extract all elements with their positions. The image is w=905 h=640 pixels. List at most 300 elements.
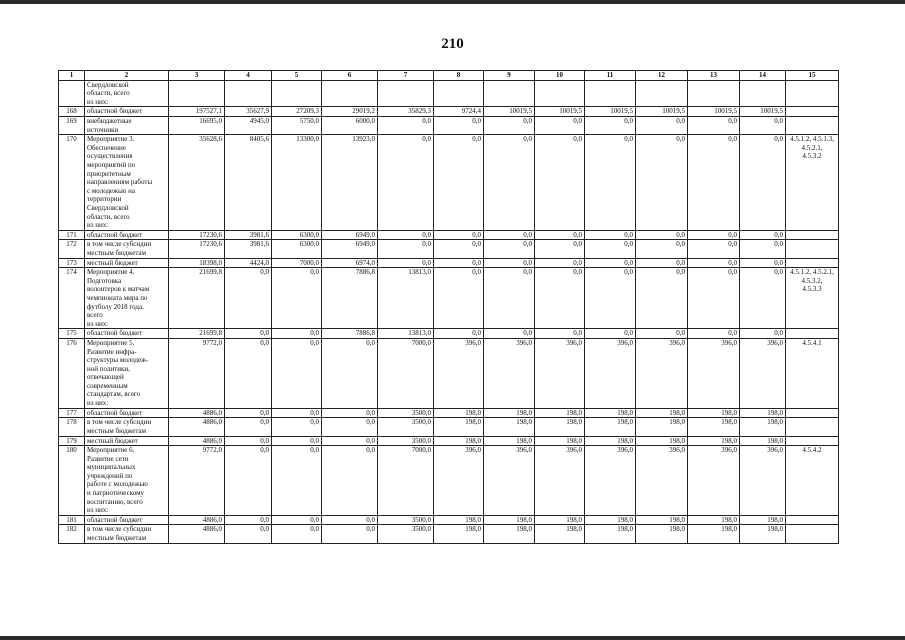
row-description (85, 135, 169, 231)
target-indicator-codes (786, 338, 839, 408)
value-cell: 198,0 (434, 525, 484, 543)
value-cell: 0,0 (636, 329, 688, 339)
value-cell: 6300,0 (272, 240, 322, 258)
value-cell: 0,0 (484, 268, 535, 329)
value-cell: 198,0 (636, 418, 688, 436)
value-cell (225, 80, 272, 107)
value-cell: 198,0 (740, 525, 786, 543)
target-indicator-codes (786, 230, 839, 240)
value-cell: 0,0 (434, 268, 484, 329)
value-cell: 5750,0 (272, 116, 322, 134)
value-cell: 0,0 (688, 329, 740, 339)
description-line: из них: (87, 221, 109, 230)
description-line: из них: (87, 399, 109, 408)
description-line: в том числе субсидии (87, 525, 152, 534)
description-line: Обеспечение (87, 143, 126, 152)
value-cell: 0,0 (585, 135, 636, 231)
description-line: областной бюджет (87, 408, 143, 417)
description-line: Мероприятие 4. (87, 268, 135, 277)
target-indicator-codes (786, 408, 839, 418)
row-number: 171 (59, 230, 85, 240)
value-cell: 0,0 (484, 258, 535, 268)
target-indicator-codes (786, 258, 839, 268)
value-cell: 396,0 (484, 446, 535, 516)
description-line: направлениям работы (87, 178, 153, 187)
code-line: 4.5.1.2, 4.5.2.1, (790, 268, 834, 277)
value-cell: 9772,0 (169, 446, 225, 516)
value-cell: 0,0 (225, 408, 272, 418)
table-row (59, 418, 839, 436)
value-cell (740, 80, 786, 107)
value-cell: 396,0 (484, 338, 535, 408)
column-header: 2 (85, 71, 169, 81)
value-cell: 198,0 (535, 525, 585, 543)
description-line: Мероприятие 3. (87, 135, 135, 144)
value-cell: 198,0 (688, 408, 740, 418)
description-line: области, всего (87, 212, 130, 221)
target-indicator-codes (786, 329, 839, 339)
row-description (85, 446, 169, 516)
description-line: из них: (87, 319, 109, 328)
value-cell: 198,0 (688, 436, 740, 446)
description-line: воспитанию, всего (87, 497, 143, 506)
value-cell: 0,0 (272, 329, 322, 339)
row-number: 182 (59, 525, 85, 543)
value-cell: 0,0 (535, 230, 585, 240)
value-cell (535, 80, 585, 107)
value-cell: 13813,0 (378, 268, 434, 329)
value-cell: 6000,0 (322, 116, 378, 134)
table-row (59, 329, 839, 339)
value-cell: 198,0 (484, 418, 535, 436)
value-cell: 4886,0 (169, 515, 225, 525)
value-cell: 0,0 (378, 230, 434, 240)
table-row (59, 515, 839, 525)
value-cell: 0,0 (585, 329, 636, 339)
description-line: Свердловской (87, 80, 129, 89)
value-cell: 6949,0 (322, 240, 378, 258)
table-row (59, 230, 839, 240)
row-description (85, 268, 169, 329)
row-description (85, 436, 169, 446)
value-cell: 198,0 (688, 525, 740, 543)
scan-border-bottom (0, 636, 905, 640)
description-line: Мероприятие 6. (87, 446, 135, 455)
value-cell: 198,0 (535, 408, 585, 418)
scan-border-top (0, 0, 905, 4)
value-cell: 0,0 (688, 258, 740, 268)
code-line: 4.5.4.2 (802, 446, 822, 455)
value-cell: 0,0 (378, 135, 434, 231)
description-line: осуществления (87, 152, 133, 161)
description-line: местный бюджет (87, 436, 138, 445)
value-cell: 13923,0 (322, 135, 378, 231)
value-cell: 0,0 (225, 338, 272, 408)
description-line: из них: (87, 97, 109, 106)
value-cell: 35628,6 (169, 135, 225, 231)
value-cell: 0,0 (272, 436, 322, 446)
value-cell: 3500,0 (378, 408, 434, 418)
description-line: учреждений по (87, 471, 133, 480)
value-cell: 4424,0 (225, 258, 272, 268)
value-cell: 0,0 (322, 338, 378, 408)
value-cell: 0,0 (484, 116, 535, 134)
column-header: 4 (225, 71, 272, 81)
row-description (85, 408, 169, 418)
value-cell: 0,0 (225, 268, 272, 329)
column-header: 6 (322, 71, 378, 81)
column-header: 15 (786, 71, 839, 81)
description-line: отвечающей (87, 373, 124, 382)
value-cell: 396,0 (636, 446, 688, 516)
value-cell: 198,0 (636, 436, 688, 446)
value-cell: 3981,6 (225, 230, 272, 240)
row-description (85, 230, 169, 240)
value-cell: 0,0 (484, 240, 535, 258)
value-cell: 396,0 (740, 338, 786, 408)
value-cell: 27209,3 (272, 107, 322, 117)
description-line: в том числе субсидии (87, 418, 152, 427)
value-cell: 0,0 (322, 436, 378, 446)
value-cell: 6949,0 (322, 230, 378, 240)
row-number: 175 (59, 329, 85, 339)
value-cell: 198,0 (585, 408, 636, 418)
value-cell: 0,0 (740, 240, 786, 258)
table-header-row (59, 71, 839, 81)
value-cell: 10019,5 (585, 107, 636, 117)
value-cell: 7886,8 (322, 329, 378, 339)
table-row (59, 436, 839, 446)
value-cell: 0,0 (272, 515, 322, 525)
value-cell: 9724,4 (434, 107, 484, 117)
row-number: 176 (59, 338, 85, 408)
table-row (59, 268, 839, 329)
value-cell: 198,0 (484, 436, 535, 446)
value-cell: 0,0 (740, 116, 786, 134)
description-line: ной политики, (87, 364, 130, 373)
value-cell: 0,0 (636, 230, 688, 240)
value-cell: 198,0 (484, 408, 535, 418)
value-cell: 6974,0 (322, 258, 378, 268)
target-indicator-codes (786, 436, 839, 446)
row-number: 168 (59, 107, 85, 117)
row-description (85, 107, 169, 117)
value-cell: 197527,1 (169, 107, 225, 117)
value-cell: 0,0 (740, 135, 786, 231)
budget-table (58, 70, 839, 544)
column-header: 8 (434, 71, 484, 81)
value-cell: 0,0 (322, 446, 378, 516)
value-cell: 198,0 (484, 515, 535, 525)
target-indicator-codes (786, 515, 839, 525)
target-indicator-codes (786, 107, 839, 117)
value-cell: 0,0 (740, 268, 786, 329)
table-row (59, 80, 839, 107)
target-indicator-codes (786, 80, 839, 107)
value-cell: 0,0 (636, 116, 688, 134)
value-cell: 396,0 (434, 446, 484, 516)
column-header: 10 (535, 71, 585, 81)
value-cell: 0,0 (378, 116, 434, 134)
description-line: Свердловской (87, 203, 129, 212)
description-line: Мероприятие 5. (87, 338, 135, 347)
value-cell (434, 80, 484, 107)
code-line: 4.5.3.3 (802, 285, 822, 294)
column-header: 7 (378, 71, 434, 81)
description-line: областной бюджет (87, 329, 143, 338)
description-line: Развитие сети (87, 454, 129, 463)
description-line: области, всего (87, 89, 130, 98)
column-header: 11 (585, 71, 636, 81)
column-header: 13 (688, 71, 740, 81)
value-cell: 7000,0 (272, 258, 322, 268)
description-line: муниципальных (87, 463, 136, 472)
value-cell: 4945,0 (225, 116, 272, 134)
value-cell: 0,0 (535, 329, 585, 339)
value-cell: 3500,0 (378, 418, 434, 436)
value-cell: 198,0 (585, 515, 636, 525)
value-cell: 29019,2 (322, 107, 378, 117)
description-line: работе с молодежью (87, 480, 148, 489)
value-cell: 0,0 (585, 240, 636, 258)
code-line: 4.5.3.2 (802, 152, 822, 161)
value-cell: 35829,3 (378, 107, 434, 117)
column-header: 1 (59, 71, 85, 81)
column-header: 5 (272, 71, 322, 81)
value-cell: 0,0 (740, 258, 786, 268)
table-row (59, 446, 839, 516)
value-cell: 0,0 (225, 418, 272, 436)
value-cell: 198,0 (434, 408, 484, 418)
value-cell: 6300,0 (272, 230, 322, 240)
row-description (85, 240, 169, 258)
value-cell: 198,0 (585, 418, 636, 436)
description-line: структуры молодеж- (87, 356, 149, 365)
value-cell: 10019,5 (688, 107, 740, 117)
target-indicator-codes (786, 268, 839, 329)
row-number: 170 (59, 135, 85, 231)
value-cell: 0,0 (585, 258, 636, 268)
description-line: современным (87, 381, 128, 390)
value-cell: 0,0 (535, 258, 585, 268)
description-line: территории (87, 195, 122, 204)
row-number: 180 (59, 446, 85, 516)
description-line: внебюджетные (87, 116, 132, 125)
description-line: областной бюджет (87, 515, 143, 524)
value-cell: 3500,0 (378, 436, 434, 446)
value-cell: 198,0 (688, 418, 740, 436)
value-cell (688, 80, 740, 107)
description-line: футболу 2018 года, (87, 302, 144, 311)
value-cell: 396,0 (740, 446, 786, 516)
value-cell: 198,0 (434, 436, 484, 446)
description-line: местный бюджет (87, 258, 138, 267)
row-number: 173 (59, 258, 85, 268)
description-line: из них: (87, 506, 109, 515)
row-number: 174 (59, 268, 85, 329)
value-cell: 0,0 (272, 268, 322, 329)
value-cell: 0,0 (585, 268, 636, 329)
value-cell: 0,0 (740, 329, 786, 339)
value-cell: 0,0 (272, 408, 322, 418)
value-cell: 0,0 (225, 436, 272, 446)
value-cell: 0,0 (535, 240, 585, 258)
value-cell: 198,0 (535, 436, 585, 446)
value-cell: 0,0 (484, 329, 535, 339)
value-cell: 0,0 (688, 230, 740, 240)
value-cell: 0,0 (322, 418, 378, 436)
value-cell: 198,0 (740, 436, 786, 446)
table-row (59, 107, 839, 117)
value-cell: 396,0 (636, 338, 688, 408)
table-row (59, 338, 839, 408)
value-cell: 21699,8 (169, 268, 225, 329)
value-cell: 9772,0 (169, 338, 225, 408)
table-row (59, 258, 839, 268)
row-description (85, 525, 169, 543)
target-indicator-codes (786, 135, 839, 231)
target-indicator-codes (786, 418, 839, 436)
value-cell: 7000,0 (378, 338, 434, 408)
value-cell: 7886,8 (322, 268, 378, 329)
value-cell: 0,0 (225, 525, 272, 543)
value-cell: 0,0 (272, 338, 322, 408)
value-cell: 10019,5 (740, 107, 786, 117)
value-cell: 18398,0 (169, 258, 225, 268)
value-cell: 396,0 (585, 338, 636, 408)
value-cell: 8405,6 (225, 135, 272, 231)
value-cell: 35627,9 (225, 107, 272, 117)
description-line: мероприятий по (87, 160, 136, 169)
code-line: 4.5.1.2, 4.5.1.3, (790, 135, 834, 144)
value-cell: 0,0 (322, 515, 378, 525)
value-cell: 0,0 (378, 240, 434, 258)
value-cell: 0,0 (484, 135, 535, 231)
value-cell: 396,0 (535, 338, 585, 408)
value-cell (484, 80, 535, 107)
value-cell: 0,0 (322, 525, 378, 543)
value-cell: 4886,0 (169, 408, 225, 418)
value-cell: 0,0 (636, 135, 688, 231)
value-cell: 198,0 (740, 408, 786, 418)
value-cell (322, 80, 378, 107)
code-line: 4.5.2.1, (801, 143, 823, 152)
value-cell: 198,0 (585, 436, 636, 446)
description-line: чемпионата мира по (87, 293, 148, 302)
table-body (59, 71, 839, 544)
value-cell: 198,0 (740, 418, 786, 436)
column-header: 3 (169, 71, 225, 81)
value-cell: 0,0 (636, 268, 688, 329)
value-cell: 0,0 (272, 446, 322, 516)
row-description (85, 258, 169, 268)
value-cell: 198,0 (740, 515, 786, 525)
row-description (85, 116, 169, 134)
value-cell: 0,0 (535, 116, 585, 134)
value-cell: 0,0 (225, 515, 272, 525)
value-cell: 198,0 (535, 515, 585, 525)
value-cell: 4886,0 (169, 525, 225, 543)
value-cell: 0,0 (272, 525, 322, 543)
column-header: 14 (740, 71, 786, 81)
page-number: 210 (441, 36, 464, 52)
value-cell: 0,0 (740, 230, 786, 240)
table-row (59, 525, 839, 543)
target-indicator-codes (786, 525, 839, 543)
value-cell: 17230,6 (169, 240, 225, 258)
value-cell: 396,0 (688, 338, 740, 408)
column-header: 9 (484, 71, 535, 81)
value-cell: 17230,6 (169, 230, 225, 240)
value-cell: 0,0 (434, 329, 484, 339)
row-number: 169 (59, 116, 85, 134)
value-cell (169, 80, 225, 107)
value-cell: 13300,0 (272, 135, 322, 231)
value-cell: 16695,0 (169, 116, 225, 134)
value-cell: 0,0 (434, 116, 484, 134)
value-cell: 0,0 (688, 135, 740, 231)
value-cell: 198,0 (585, 525, 636, 543)
value-cell: 0,0 (535, 268, 585, 329)
value-cell: 4886,0 (169, 418, 225, 436)
value-cell (378, 80, 434, 107)
target-indicator-codes (786, 240, 839, 258)
row-number: 179 (59, 436, 85, 446)
code-line: 4.5.4.1 (802, 338, 822, 347)
value-cell: 13813,0 (378, 329, 434, 339)
value-cell: 396,0 (688, 446, 740, 516)
value-cell: 10019,5 (484, 107, 535, 117)
value-cell: 0,0 (434, 230, 484, 240)
value-cell: 396,0 (434, 338, 484, 408)
table-row (59, 408, 839, 418)
value-cell: 0,0 (688, 268, 740, 329)
description-line: областной бюджет (87, 230, 143, 239)
description-line: Подготовка (87, 276, 122, 285)
value-cell: 0,0 (585, 230, 636, 240)
description-line: Развитие инфра- (87, 347, 137, 356)
description-line: с молодежью на (87, 186, 136, 195)
column-header: 12 (636, 71, 688, 81)
table-row (59, 116, 839, 134)
value-cell: 0,0 (272, 418, 322, 436)
value-cell: 0,0 (322, 408, 378, 418)
row-number (59, 80, 85, 107)
row-description (85, 329, 169, 339)
description-line: приоритетным (87, 169, 131, 178)
value-cell: 198,0 (484, 525, 535, 543)
row-number: 178 (59, 418, 85, 436)
value-cell: 7000,0 (378, 446, 434, 516)
value-cell: 198,0 (636, 408, 688, 418)
value-cell: 10019,5 (535, 107, 585, 117)
value-cell: 0,0 (688, 240, 740, 258)
value-cell: 0,0 (434, 258, 484, 268)
code-line: 4.5.3.2, (801, 276, 823, 285)
row-description (85, 515, 169, 525)
value-cell: 198,0 (434, 418, 484, 436)
description-line: и патриотическому (87, 489, 145, 498)
value-cell: 396,0 (535, 446, 585, 516)
description-line: волонтеров к матчам (87, 285, 150, 294)
value-cell: 0,0 (434, 135, 484, 231)
value-cell: 198,0 (636, 515, 688, 525)
description-line: стандартам, всего (87, 390, 141, 399)
value-cell: 0,0 (636, 258, 688, 268)
value-cell: 0,0 (585, 116, 636, 134)
value-cell: 10019,5 (636, 107, 688, 117)
target-indicator-codes (786, 446, 839, 516)
